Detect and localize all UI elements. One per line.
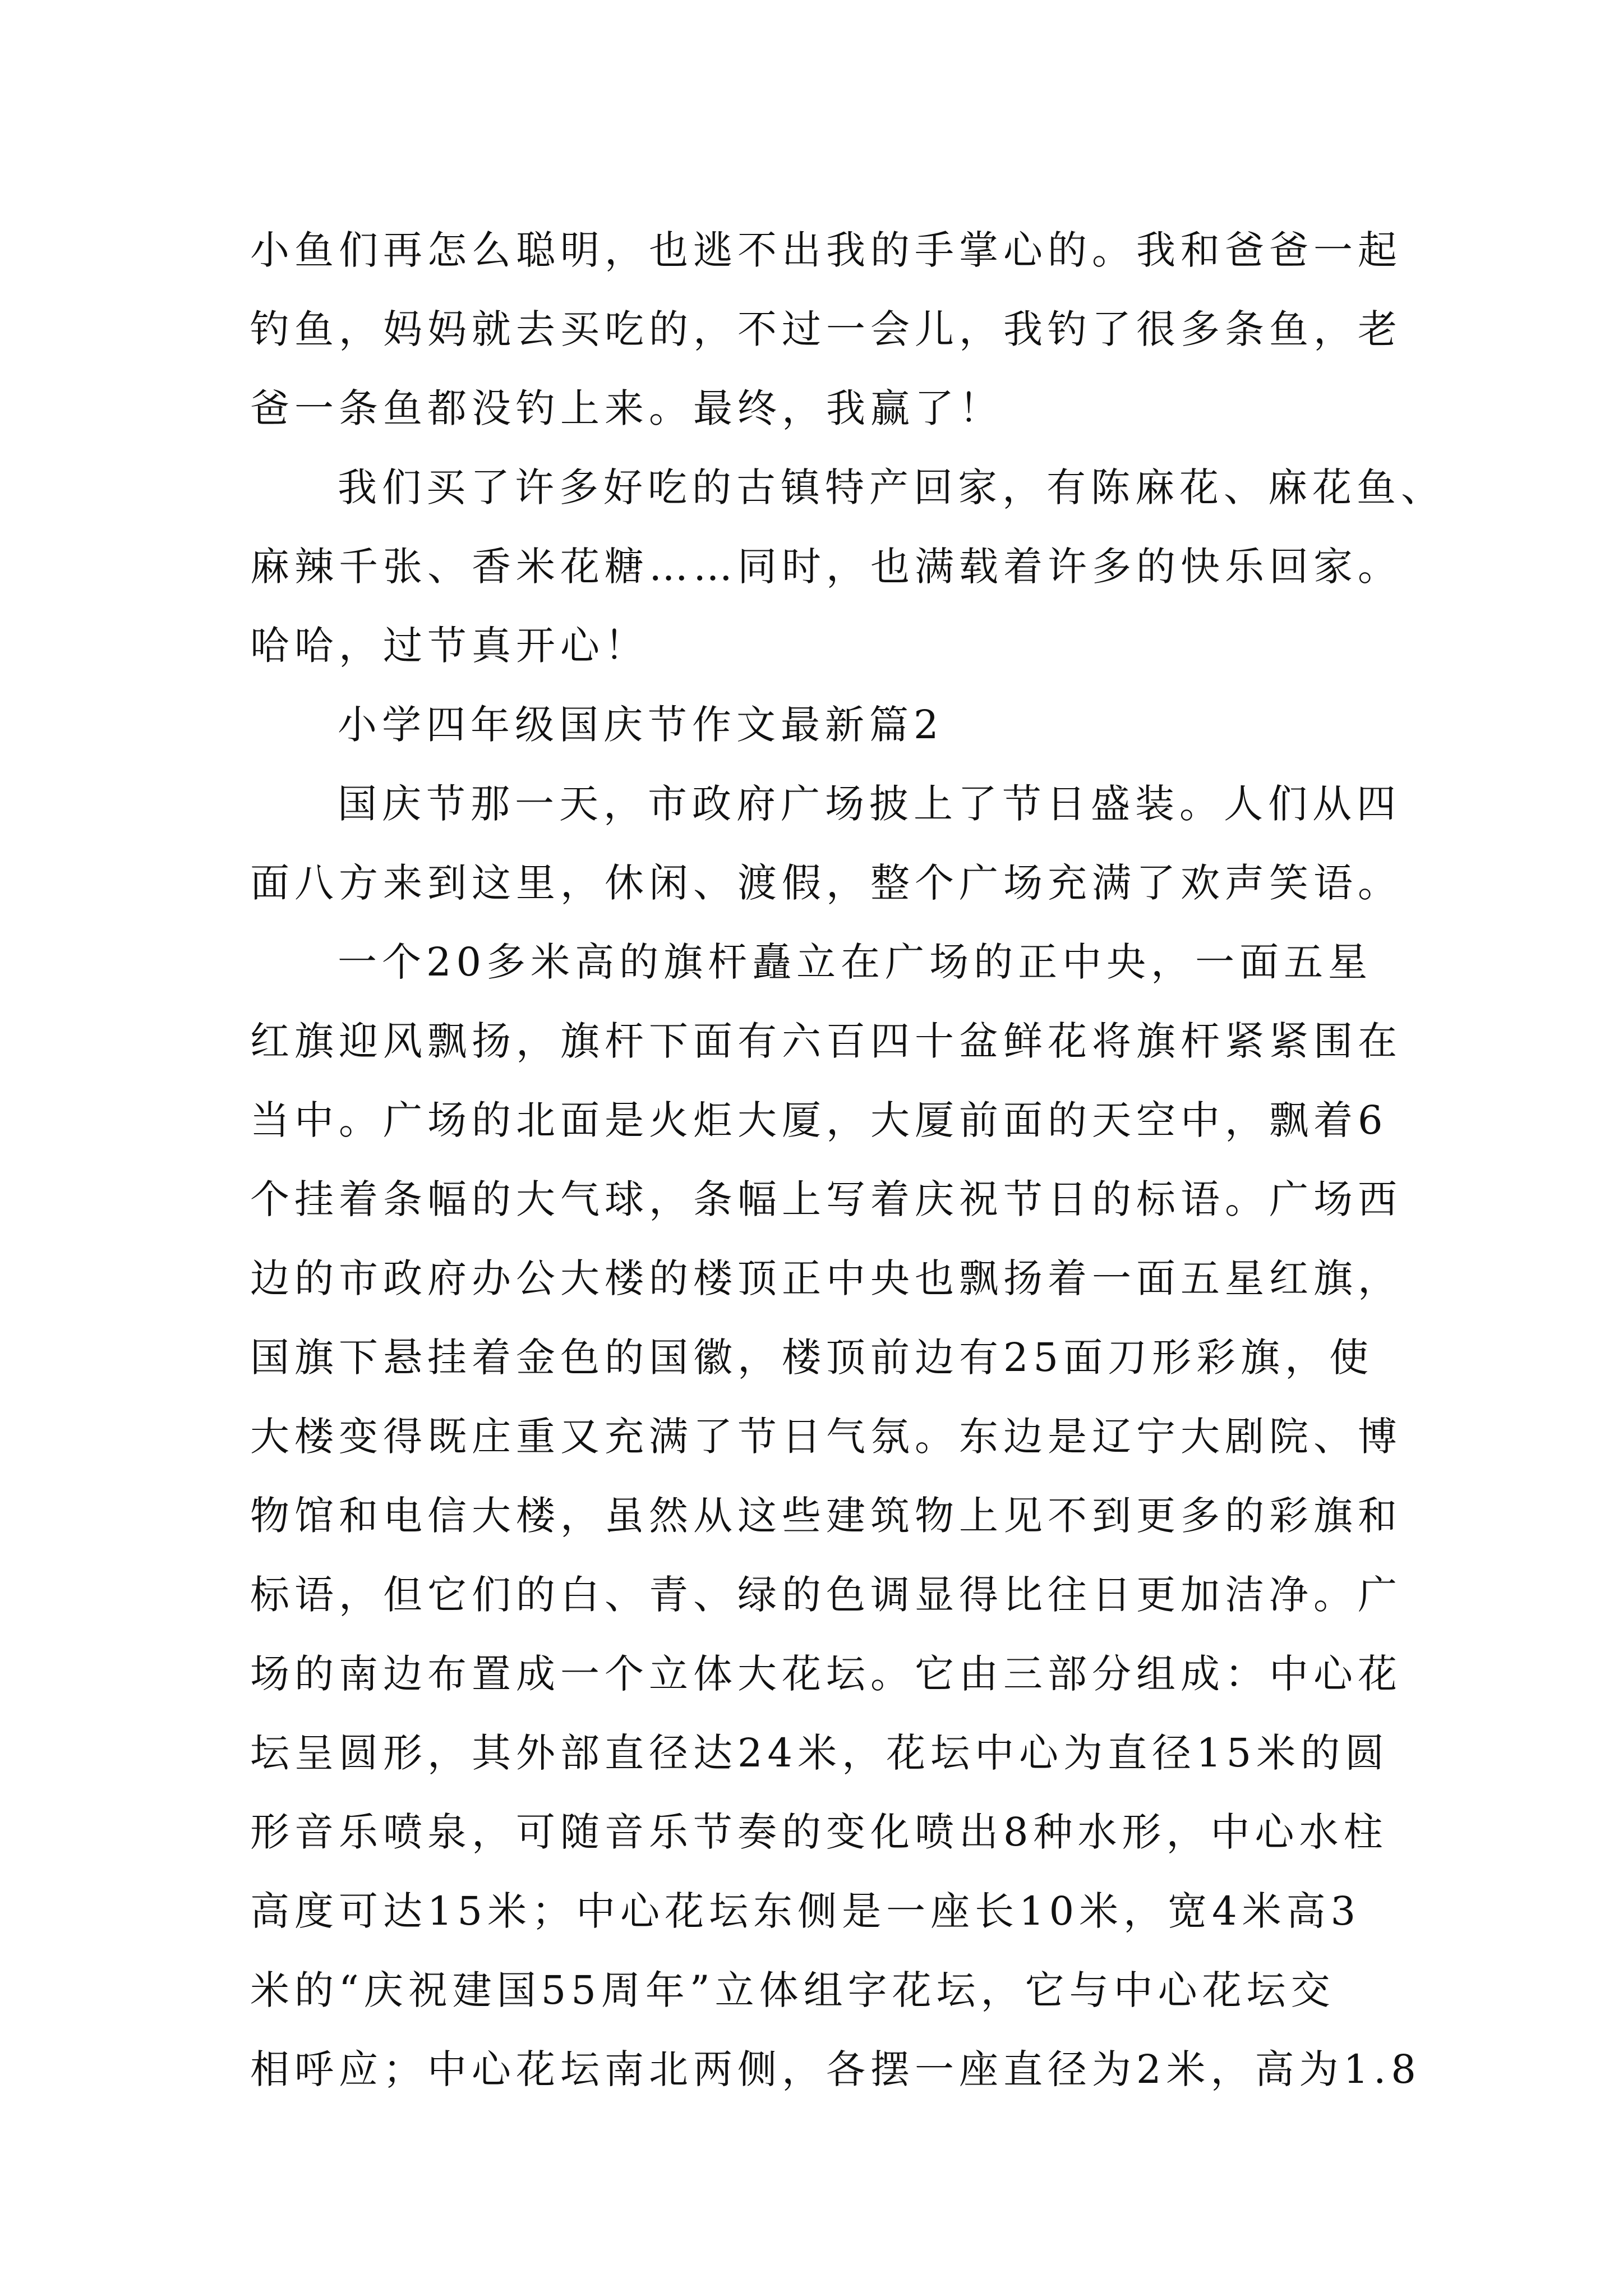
body-text-line: 个挂着条幅的大气球，条幅上写着庆祝节日的标语。广场西	[250, 1176, 1402, 1222]
body-text-line: 钓鱼，妈妈就去买吃的，不过一会儿，我钓了很多条鱼，老	[250, 306, 1402, 352]
body-text-line: 相呼应；中心花坛南北两侧，各摆一座直径为2米，高为1.8	[250, 2046, 1421, 2092]
body-text-line: 国庆节那一天，市政府广场披上了节日盛装。人们从四	[338, 781, 1401, 827]
body-text-line: 小鱼们再怎么聪明，也逃不出我的手掌心的。我和爸爸一起	[250, 227, 1402, 273]
body-text-line: 国旗下悬挂着金色的国徽，楼顶前边有25面刀形彩旗，使	[250, 1335, 1374, 1381]
body-text-line: 边的市政府办公大楼的楼顶正中央也飘扬着一面五星红旗，	[250, 1255, 1402, 1301]
body-text-line: 红旗迎风飘扬，旗杆下面有六百四十盆鲜花将旗杆紧紧围在	[250, 1018, 1402, 1064]
section-heading: 小学四年级国庆节作文最新篇2	[338, 702, 944, 748]
body-text-line: 形音乐喷泉，可随音乐节奏的变化喷出8种水形，中心水柱	[250, 1809, 1388, 1855]
body-text-line: 我们买了许多好吃的古镇特产回家，有陈麻花、麻花鱼、	[338, 464, 1445, 510]
body-text-line: 面八方来到这里，休闲、渡假，整个广场充满了欢声笑语。	[250, 860, 1402, 906]
body-text-line: 大楼变得既庄重又充满了节日气氛。东边是辽宁大剧院、博	[250, 1414, 1402, 1460]
body-text-line: 一个20多米高的旗杆矗立在广场的正中央，一面五星	[338, 939, 1373, 985]
body-text-line: 爸一条鱼都没钓上来。最终，我赢了！	[250, 385, 1003, 431]
body-text-line: 米的“庆祝建国55周年”立体组字花坛，它与中心花坛交	[250, 1967, 1335, 2013]
body-text-line: 标语，但它们的白、青、绿的色调显得比往日更加洁净。广	[250, 1572, 1402, 1618]
body-text-line: 物馆和电信大楼，虽然从这些建筑物上见不到更多的彩旗和	[250, 1493, 1402, 1539]
body-text-line: 哈哈，过节真开心！	[250, 623, 649, 669]
body-text-line: 当中。广场的北面是火炬大厦，大厦前面的天空中，飘着6	[250, 1097, 1388, 1143]
body-text-line: 麻辣千张、香米花糖……同时，也满载着许多的快乐回家。	[250, 544, 1402, 590]
body-text-line: 高度可达15米；中心花坛东侧是一座长10米，宽4米高3	[250, 1888, 1361, 1934]
body-text-line: 坛呈圆形，其外部直径达24米，花坛中心为直径15米的圆	[250, 1730, 1390, 1776]
body-text-line: 场的南边布置成一个立体大花坛。它由三部分组成：中心花	[250, 1651, 1402, 1697]
document-body	[250, 211, 1445, 2109]
